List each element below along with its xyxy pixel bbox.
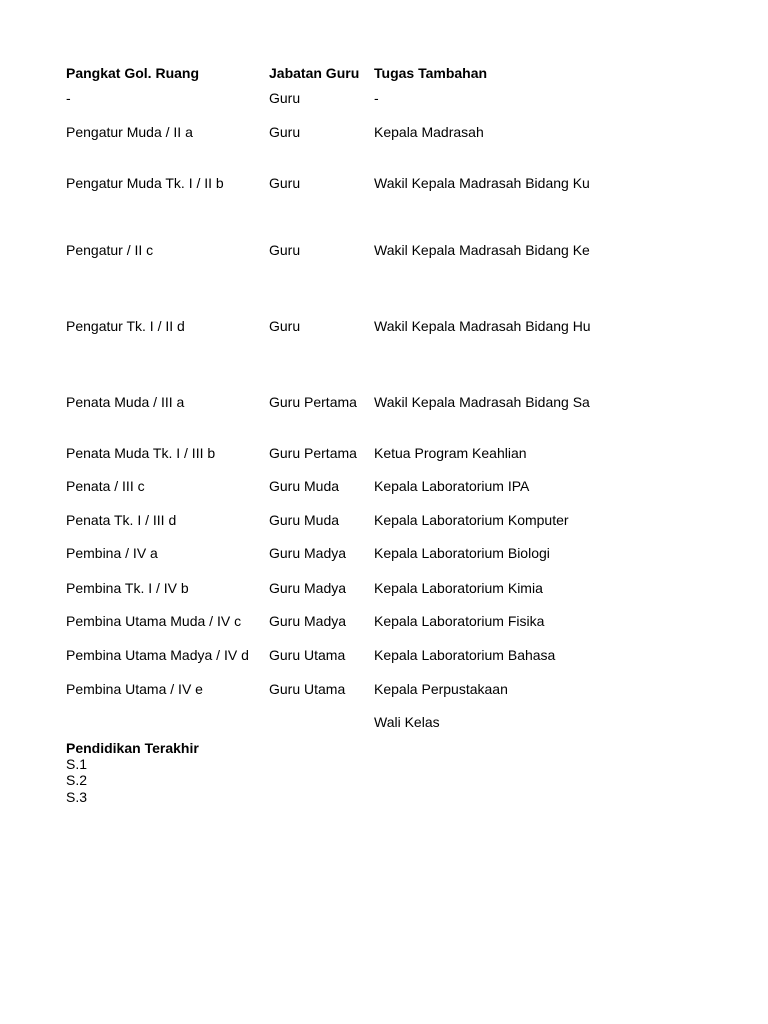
table-row-pangkat: Pengatur Muda Tk. I / II b — [66, 175, 224, 191]
table-row-tugas: Wakil Kepala Madrasah Bidang Ku — [374, 175, 590, 191]
table-row-jabatan: Guru Utama — [269, 647, 346, 663]
table-row-tugas: Kepala Laboratorium Komputer — [374, 512, 569, 528]
table-row-pangkat: Pembina Utama / IV e — [66, 681, 203, 697]
table-row-jabatan: Guru Muda — [269, 512, 340, 528]
table-row-jabatan: Guru Madya — [269, 580, 347, 596]
table-row-tugas: Kepala Laboratorium Fisika — [374, 613, 545, 629]
table-row-jabatan: Guru Pertama — [269, 445, 357, 461]
table-row-tugas: Wakil Kepala Madrasah Bidang Hu — [374, 318, 591, 334]
pendidikan-item: S.1 — [66, 756, 88, 772]
header-pangkat: Pangkat Gol. Ruang — [66, 65, 200, 81]
table-row-jabatan: Guru — [269, 124, 301, 140]
table-row-jabatan: Guru Muda — [269, 478, 340, 494]
table-row-tugas: Wali Kelas — [374, 714, 440, 730]
table-row-pangkat: Penata / III c — [66, 478, 145, 494]
table-row-jabatan: Guru — [269, 175, 301, 191]
table-row-pangkat: Penata Muda Tk. I / III b — [66, 445, 216, 461]
header-jabatan: Jabatan Guru — [269, 65, 360, 81]
table-row-pangkat: Pembina Utama Madya / IV d — [66, 647, 249, 663]
table-row-jabatan: Guru — [269, 242, 301, 258]
table-row-pangkat: Pengatur Muda / II a — [66, 124, 193, 140]
header-tugas: Tugas Tambahan — [374, 65, 488, 81]
pendidikan-item: S.3 — [66, 789, 88, 805]
table-row-jabatan: Guru Utama — [269, 681, 346, 697]
table-row-tugas: Wakil Kepala Madrasah Bidang Ke — [374, 242, 590, 258]
table-row-pangkat: Pembina Utama Muda / IV c — [66, 613, 242, 629]
table-row-tugas: Kepala Madrasah — [374, 124, 484, 140]
table-row-tugas: - — [374, 90, 379, 106]
table-row-tugas: Kepala Perpustakaan — [374, 681, 508, 697]
table-row-tugas: Wakil Kepala Madrasah Bidang Sa — [374, 394, 590, 410]
table-row-tugas: Ketua Program Keahlian — [374, 445, 527, 461]
table-row-pangkat: Penata Muda / III a — [66, 394, 185, 410]
table-row-pangkat: Pembina / IV a — [66, 545, 158, 561]
table-row-jabatan: Guru Madya — [269, 613, 347, 629]
table-row-pangkat: Pembina Tk. I / IV b — [66, 580, 189, 596]
table-row-jabatan: Guru Pertama — [269, 394, 357, 410]
table-row-tugas: Kepala Laboratorium Bahasa — [374, 647, 556, 663]
table-row-tugas: Kepala Laboratorium Kimia — [374, 580, 543, 596]
table-row-jabatan: Guru Madya — [269, 545, 347, 561]
table-row-pangkat: Pengatur / II c — [66, 242, 154, 258]
table-row-jabatan: Guru — [269, 90, 301, 106]
pendidikan-title: Pendidikan Terakhir — [66, 740, 199, 756]
table-row-tugas: Kepala Laboratorium IPA — [374, 478, 530, 494]
table-row-pangkat: Penata Tk. I / III d — [66, 512, 177, 528]
table-row-tugas: Kepala Laboratorium Biologi — [374, 545, 550, 561]
pendidikan-item: S.2 — [66, 772, 88, 788]
table-row-jabatan: Guru — [269, 318, 301, 334]
table-row-pangkat: - — [66, 90, 71, 106]
table-row-pangkat: Pengatur Tk. I / II d — [66, 318, 185, 334]
